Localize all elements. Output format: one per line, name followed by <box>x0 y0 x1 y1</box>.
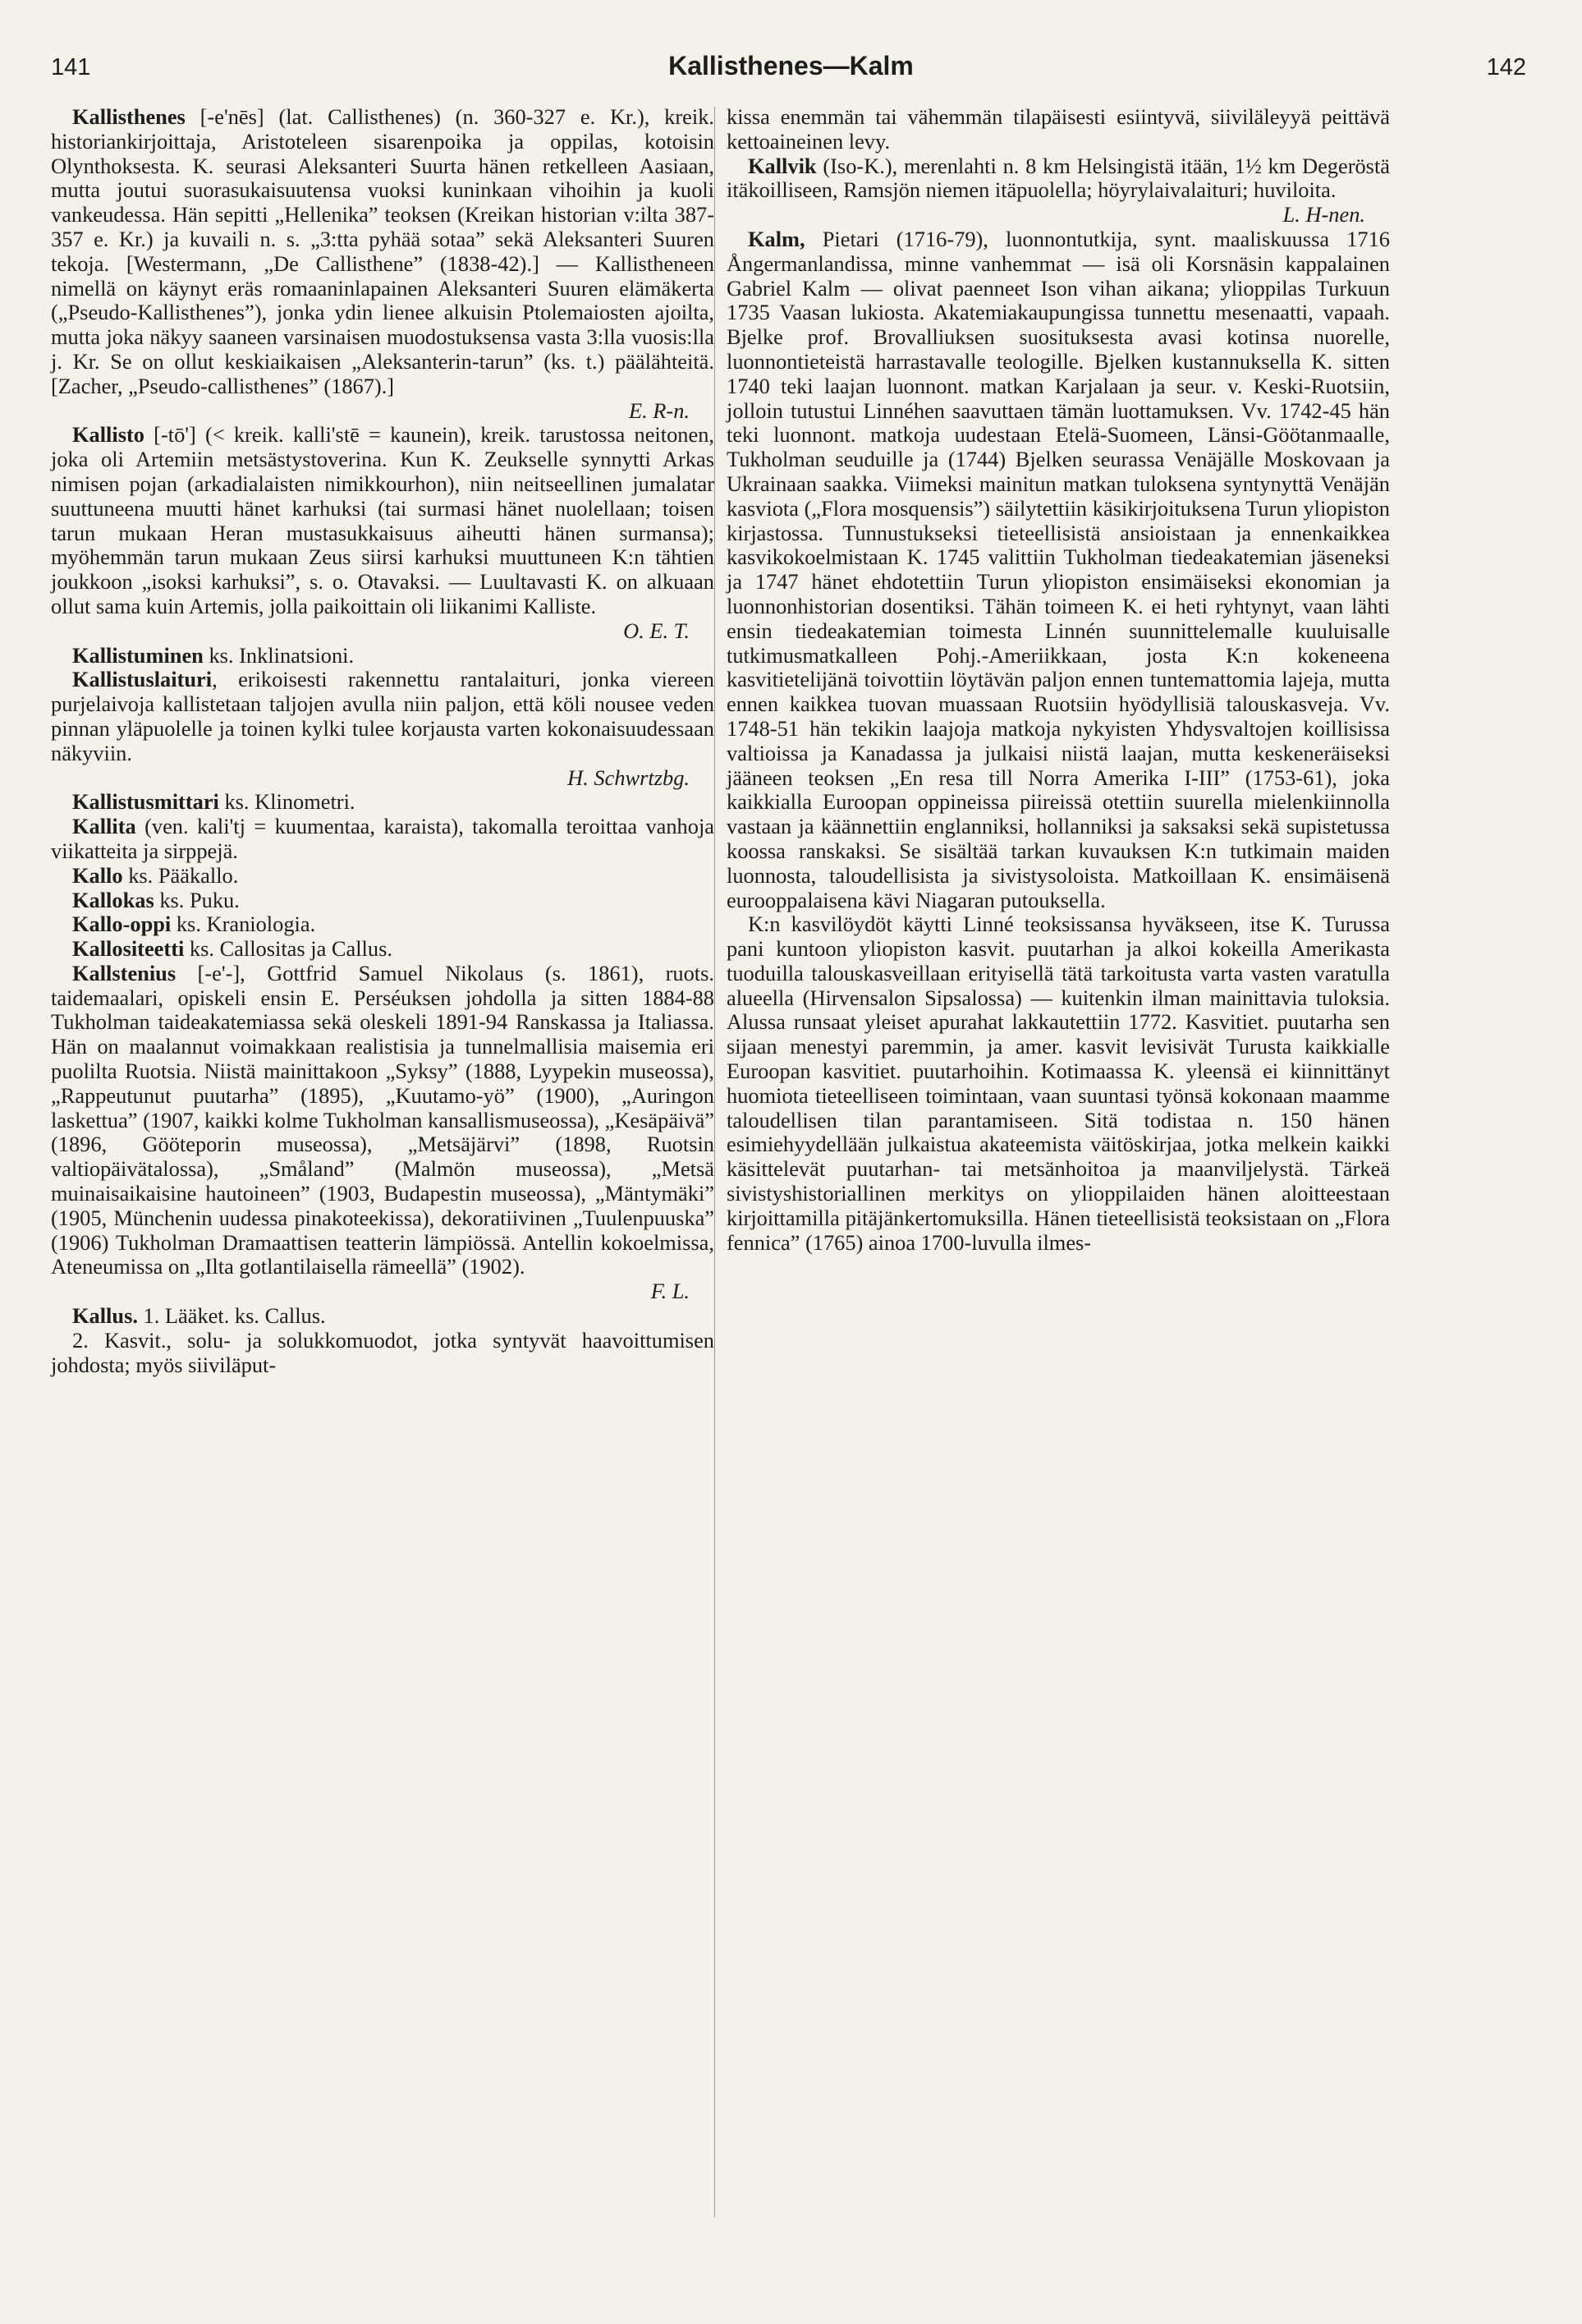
entry-kallus-2 <box>51 1329 714 1378</box>
entry-text: (Iso-K.), merenlahti n. 8 km Helsingistä itään, 1½ km Degeröstä itäkoilliseen, Ramsjön niemen itäpuolella; höyrylaivalaituri; huviloita. <box>727 153 1390 203</box>
entry-kallistusmittari <box>51 790 714 815</box>
entry-text: [-e'nēs] (lat. Callisthenes) (n. 360-327 e. Kr.), kreik. historiankirjoittaja, Aristoteleen sisarenpoika ja oppilas, kotoisin Olynthoksesta. K. seurasi Aleksanteri Suurta hänen retkelleen Aasiaan, mutta joutui suorasukaisuutensa vuoksi kuninkaan vihoihin ja kuoli vankeudessa. Hän sepitti „Hellenika” teoksen (Kreikan historian v:ilta 387-357 e. Kr.) ja kuvaili n. s. „3:tta pyhää sotaa” sekä Aleksanteri Suuren tekoja. [Westermann, „De Callisthene” (1838-42).] — Kallistheneen nimellä on käynyt eräs romaaninlapainen Aleksanteri Suuren elämäkerta („Pseudo-Kallisthenes”), jonka ydin lienee alkuisin Ptolemaiosten ajoilta, mutta joka näkyy saaneen varsinaisen muodostuksensa vasta 3:lla vuosis:lla j. Kr. Se on ollut keskiaikaisen „Aleksanterin-tarun” (ks. t.) päälähteitä. [Zacher, „Pseudo-callisthenes” (1867).] <box>51 104 714 398</box>
headword: Kallstenius <box>72 960 177 985</box>
entry-kallisto <box>51 423 714 643</box>
entry-kallo <box>51 864 714 889</box>
entry-kallita <box>51 815 714 864</box>
author-signature: E. R-n. <box>628 397 690 423</box>
entry-text: (ven. kali'tj = kuumentaa, karaista), takomalla teroittaa vanhoja viikatteita ja sirppejä. <box>51 814 714 863</box>
author-signature: H. Schwrtzbg. <box>567 765 690 790</box>
entry-text: ks. Puku. <box>154 887 240 912</box>
headword: Kallisto <box>72 422 144 448</box>
entry-kallstenius <box>51 962 714 1304</box>
entry-kallvik <box>727 154 1390 227</box>
entry-kallistuslaituri <box>51 668 714 790</box>
entry-kalm <box>727 227 1390 912</box>
headword: Kallistuminen <box>72 642 204 668</box>
headword: Kallus. <box>72 1303 138 1329</box>
headword: Kallo <box>72 862 123 888</box>
entry-text: 2. Kasvit., solu- ja solukkomuodot, jotka syntyvät haavoittumisen johdosta; myös siiviläput- <box>51 1327 714 1377</box>
entry-text: K:n kasvilöydöt käytti Linné teoksissansa hyväkseen, itse K. Turussa pani kuntoon yliopiston kasvit. puutarhan ja alkoi kokeilla Amerikasta tuoduilla talouskasveillaan erityisellä tätä tarkoitusta varta vasten varatulla alueella (Hirvensalon Sipsalossa) — kuitenkin ilman mainittavia tuloksia. Alussa runsaat yleiset apurahat lakkautettiin 1772. Kasvitiet. puutarha sen sijaan menestyi paremmin, ja amer. kasvit levisivät Turusta kaikkialle Euroopan kasvitiet. puutarhoihin. Kotimaassa K. yleensä ei kiinnittänyt huomiota tieteelliseen toimintaan, vaan suuntasi työnsä kokonaan maamme taloudellisen tilan parantamiseen. Sitä todistaa n. 150 hänen esimiehyydellään julkaistua akateemista väitöskirjaa, jotka melkein kaikki käsittelevät puutarhan- tai metsänhoitoa ja maanviljelystä. Tärkeä sivistyshistoriallinen merkitys on ylioppilaiden hänen aloitteestaan kirjoittamilla pitäjänkertomuksilla. Hänen tieteellisistä teoksistaan on „Flora fennica” (1765) ainoa 1700-luvulla ilmes- <box>727 912 1390 1255</box>
author-signature: F. L. <box>650 1279 690 1304</box>
left-column <box>51 105 714 1377</box>
page-number-right: 142 <box>1486 54 1526 80</box>
headword: Kallistusmittari <box>72 789 219 815</box>
page-number-left: 141 <box>51 54 91 80</box>
author-signature: O. E. T. <box>623 618 690 643</box>
entry-text: Pietari (1716-79), luonnontutkija, synt. maaliskuussa 1716 Ångermanlandissa, minne vanhemmat — isä oli Korsnäsin kappalainen Gabriel Kalm — olivat paenneet Ison vihan aikana; ylioppilas Turkuun 1735 Vaasan lukiosta. Akatemiakaupungissa tunnettu mesenaatti, vapaah. Bjelke prof. Brovalliuksen suosituksesta avasi kotinsa nuorelle, luonnontieteistä harrastavalle teologille. Bjelken kustannuksella K. sitten 1740 teki laajan luonnont. matkan Karjalaan ja seur. v. Keski-Ruotsiin, jolloin tutustui Linnéhen saavuttaen tämän luottamuksen. Vv. 1742-45 hän teki luonnont. matkoja uudestaan Etelä-Suomeen, Länsi-Göötanmaalle, Tukholman seuduille ja (1744) Bjelken seurassa Venäjälle Moskovaan ja Ukrainaan saakka. Viimeksi mainitun matkan tuloksena syntynyttä Venäjän kasviota („Flora mosquensis”) säilytettiin käsikirjoituksena Turun yliopiston kirjastossa. Tunnustukseksi tieteellisistä ansioistaan ja ennenkaikkea kasvikokoelmistaan K. 1745 valittiin Tukholman tiedeakatemian jäseneksi ja 1747 hänet ehdotettiin Turun yliopiston ensimäiseksi ekonomian ja luonnonhistorian dosentiksi. Tähän toimeen K. ei heti ryhtynyt, vaan lähti ensin tiedeakatemian toimesta Linnén suunnittelemalle kuuluisalle tutkimusmatkalleen Pohj.-Ameriikkaan, josta K:n kokeneena kasvitietelijänä toivottiin löytävän paljon ennen tuntemattomia lajeja, mutta ennen kaikkea tuovan muassaan Ruotsiin hyödyllisiä talouskasveja. Vv. 1748-51 hän tekikin laajoja matkoja nykyisten Yhdysvaltojen koillisissa valtioissa ja Kanadassa ja julkaisi niistä laajan, mutta keskeneräiseksi jääneen teoksen „En resa till Norra Amerika I-III” (1753-61), joka kaikkialla Euroopan oppineissa piireissä otettiin suurella mielenkiinnolla vastaan ja käännettiin englanniksi, hollanniksi ja saksaksi sekä supistetussa koossa ranskaksi. Se sisältää tarkan kuvauksen K:n tutkimain maiden luonnosta, taloudellisista ja sivistysoloista. Matkoillaan K. ensimäisenä eurooppalaisena kävi Niagaran putouksella. <box>727 226 1390 912</box>
entry-text: 1. Lääket. ks. Callus. <box>137 1303 326 1329</box>
entry-text: , erikoisesti rakennettu rantalaituri, jonka viereen purjelaivoja kallistetaan taljojen avulla niin paljon, että köli nousee veden pinnan yläpuolelle ja toinen kylki tulee korjausta varten kokonaisuudessaan näkyviin. <box>51 667 714 765</box>
entry-text: ks. Callositas ja Callus. <box>184 936 392 962</box>
entry-kalm-paragraph-2 <box>727 912 1390 1255</box>
entry-text: ks. Inklinatsioni. <box>203 642 355 668</box>
headword: Kallisthenes <box>72 104 186 129</box>
entry-kallistuminen <box>51 644 714 668</box>
right-column <box>727 105 1390 1255</box>
column-divider <box>714 107 715 2217</box>
page-header <box>0 51 1582 84</box>
headword: Kallistuslaituri <box>72 667 213 692</box>
headword: Kallo-oppi <box>72 912 172 937</box>
entry-kallokas <box>51 889 714 913</box>
entry-kallus-continued <box>727 105 1390 154</box>
entry-text: kissa enemmän tai vähemmän tilapäisesti esiintyvä, siiviläleyyä peittävä kettoaineinen levy. <box>727 104 1390 154</box>
entry-kallo-oppi <box>51 912 714 937</box>
author-signature: L. H-nen. <box>1282 202 1365 227</box>
headword: Kallvik <box>748 153 817 178</box>
entry-text: ks. Kraniologia. <box>171 912 316 937</box>
running-title: Kallisthenes—Kalm <box>668 51 914 80</box>
headword: Kalm, <box>748 226 805 251</box>
entry-text: [-e'-], Gottfrid Samuel Nikolaus (s. 1861), ruots. taidemaalari, opiskeli ensin E. Perséuksen johdolla ja sitten 1884-88 Tukholman taideakatemiassa sekä oleskeli 1891-94 Ranskassa ja Italiassa. Hän on maalannut voimakkaan realistisia ja tunnelmallisia maisemia eri puolilta Ruotsia. Niistä mainittakoon „Syksy” (1888, Lyypekin museossa), „Rappeutunut puutarha” (1895), „Kuutamo-yö” (1900), „Auringon laskettua” (1907, kaikki kolme Tukholman kansallismuseossa), „Kesäpäivä” (1896, Gööteporin museossa), „Metsäjärvi” (1898, Ruotsin valtiopäivätalossa), „Småland” (Malmön museossa), „Metsä muinaisaikaisine hautoineen” (1903, Budapestin museossa), „Mäntymäki” (1905, Münchenin uudessa pinakoteekissa), dekoratiivinen „Tuulenpuuska” (1906) Tukholman Dramaattisen teatterin lämpiössä. Antellin kokoelmissa, Ateneumissa on „Ilta gotlantilaisella rämeellä” (1902). <box>51 960 714 1279</box>
headword: Kallita <box>72 814 136 839</box>
entry-kallus <box>51 1304 714 1329</box>
entry-kallisthenes <box>51 105 714 423</box>
entry-kallositeetti <box>51 937 714 962</box>
entry-text: ks. Pääkallo. <box>122 862 239 888</box>
headword: Kallokas <box>72 887 154 912</box>
entry-text: ks. Klinometri. <box>218 789 355 815</box>
headword: Kallositeetti <box>72 936 185 962</box>
entry-text: [-tō'] (< kreik. kalli'stē = kaunein), kreik. tarustossa neitonen, joka oli Artemiin metsästystoverina. Kun K. Zeukselle synnytti Arkas nimisen pojan (arkadialaisten nimikkourhon), niin neitseellinen jumalatar suuttuneena muutti hänet karhuksi (tai surmasi hänet nuolellaan; toisen tarun mukaan Heran mustasukkaisuus aiheutti hänen surmansa); myöhemmän tarun mukaan Zeus siirsi karhuksi muuttuneen K:n tähtien joukkoon „isoksi karhuksi”, s. o. Otavaksi. — Luultavasti K. on alkuaan ollut sama kuin Artemis, jolla paikoittain oli liikanimi Kalliste. <box>51 422 714 618</box>
